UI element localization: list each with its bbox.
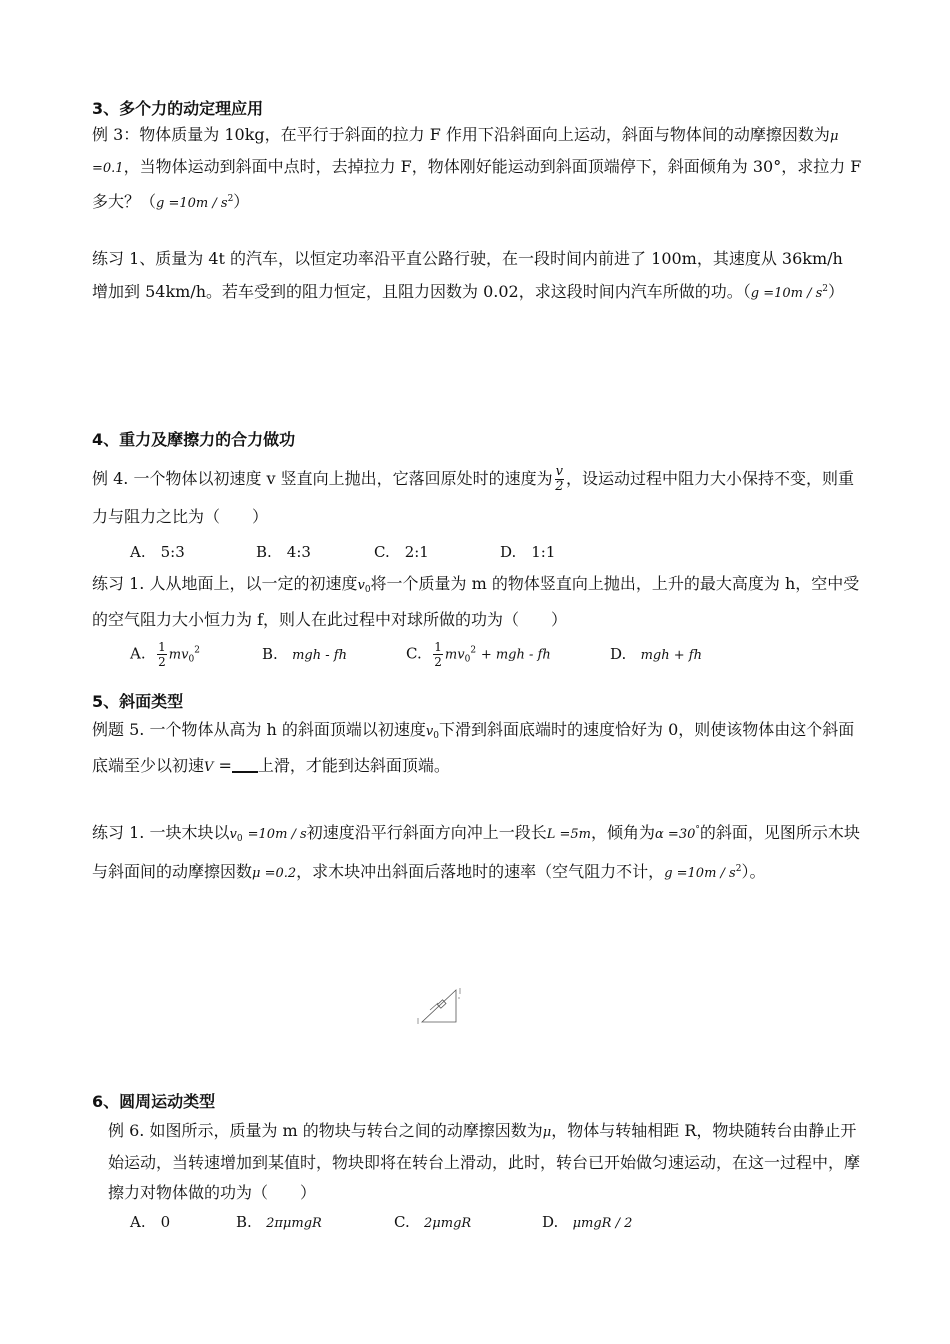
example-3: 例 3：物体质量为 10kg，在平行于斜面的拉力 F 作用下沿斜面向上运动，斜面与物体间的动摩擦因数为μ =0.1，当物体运动到斜面中点时，去掉拉力 F，物体刚好能运动到斜面顶端停下，斜面倾角为 30°，求拉力 F 多大？$(g =10m / s^2)$ [92,125,862,211]
section-5-title: 5、斜面类型 [92,692,184,711]
answer-blank [232,757,258,773]
option-d: D. μmgR / 2 [542,1213,633,1231]
example-6: 例 6. 如图所示，质量为 m 的物块与转台之间的动摩擦因数为μ，物体与转轴相距 R，物块随转台由静止开始运动，当转速增加到某值时，物块即将在转台上滑动，此时，转台已开始做匀速运动，在这一过程中，摩擦力对物体做的功为（ ） [108,1121,861,1202]
option-d: D. 1:1 [500,543,556,561]
option-c: C. 2:1 [374,543,429,561]
example-6-options [130,1211,632,1232]
incline-figure [416,984,464,1026]
practice-4-1: 练习 1. 人从地面上，以一定的初速度$v_0$将一个质量为 m 的物体竖直向上抛出，上升的最大高度为 h，空中受的空气阻力大小恒力为 f，则人在此过程中对球所做的功为（ ） [92,574,860,629]
section-6-title: 6、圆周运动类型 [92,1092,216,1111]
option-c: C. 2μmgR [394,1213,472,1231]
option-b: B. 2πμmgR [236,1213,322,1231]
fraction-v-over-2: $\frac{v}{2}$ [555,464,564,494]
option-d: D. mgh + fh [610,644,702,663]
example-4-options [130,541,555,562]
option-a: A. $\frac{1}{2}$ $mv_0^2$ [130,640,200,669]
option-a: A. 5:3 [130,543,185,561]
example-4: 例 4. 一个物体以初速度 v 竖直向上抛出，它落回原处时的速度为 $\frac{v}{2}$ ，设运动过程中阻力大小保持不变，则重力与阻力之比为（ ） [92,464,855,526]
example-5: 例题 5. 一个物体从高为 h 的斜面顶端以初速度$v_0$下滑到斜面底端时的速度恰好为 0，则使该物体由这个斜面底端至少以初速V = 上滑，才能到达斜面顶端。 [92,720,855,775]
option-a: A. 0 [130,1213,171,1231]
practice-4-1-options [130,640,702,669]
option-b: B. 4:3 [256,543,311,561]
section-3-title: 3、多个力的动定理应用 [92,99,264,118]
practice-3-1: 练习 1、质量为 4t 的汽车，以恒定功率沿平直公路行驶，在一段时间内前进了 100m，其速度从 36km/h 增加到 54km/h。若车受到的阻力恒定，且阻力因数为 0.02，求这段时间内汽车所做的功。$(g =10m / s^2)$ [92,249,845,301]
option-b: B. mgh - fh [262,644,347,663]
option-c: C. $\frac{1}{2}$ $mv_0^2$ + mgh - fh [406,640,551,669]
velocity-arrow [430,1003,438,1010]
section-4-title: 4、重力及摩擦力的合力做功 [92,430,296,449]
practice-5-1: 练习 1. 一块木块以$v_0 =10m / s$初速度沿平行斜面方向冲上一段长L =5m，倾角为α =30°的斜面，见图所示木块与斜面间的动摩擦因数μ =0.2，求木块冲出斜面后落地时的速率（空气阻力不计，$g =10m / s^2$）。 [92,823,860,881]
